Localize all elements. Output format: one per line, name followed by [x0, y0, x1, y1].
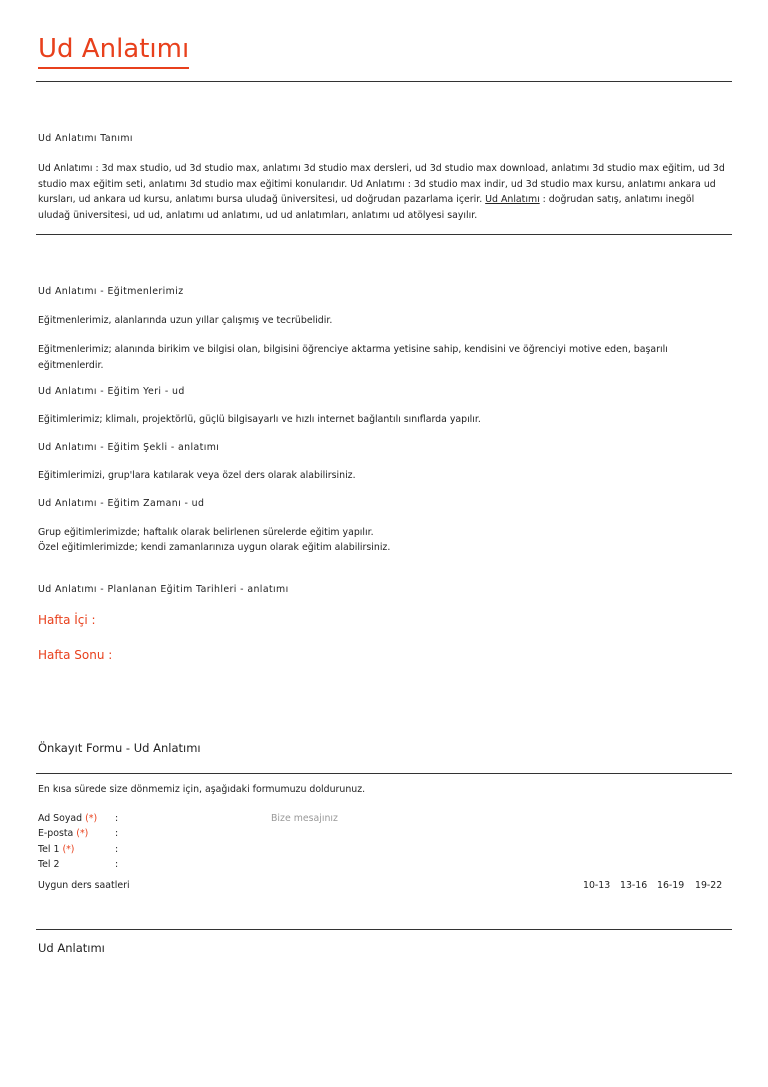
tel2-field-label: Tel 2 [38, 859, 60, 870]
hours-option[interactable]: 13-16 [620, 880, 648, 891]
hours-option[interactable]: 19-22 [695, 880, 723, 891]
instructors-text-2: Eğitmenlerimiz; alanında birikim ve bilgisi olan, bilgisini öğrenciye aktarma yetisine sahip, kendisini ve öğrenciyi motive eden, başarılı eğitmenlerdir. [38, 344, 668, 371]
section-heading-instructors: Ud Anlatımı - Eğitmenlerimiz [38, 286, 184, 297]
weekend-label: Hafta Sonu : [38, 648, 113, 662]
email-colon: : [115, 828, 119, 839]
format-text: Eğitimlerimizi, grup'lara katılarak veya özel ders olarak alabilirsiniz. [38, 470, 356, 481]
definition-text-start: Ud Anlatımı : 3d max studio, ud 3d studio max, anlatımı 3d studio max dersleri, ud 3d studio max download, anlatımı 3d studio max eğitim, ud 3d studio max eğitim seti, anlatımı 3d studio max eğitimi konularıdır. Ud Anlatımı : 3d studio max indir, ud 3d studio max kursu, anlatımı ankara ud kursları, ud ankara ud kursu, anlatımı bursa uludağ üniversitesi, ud doğrudan pazarlama içerir. [38, 163, 725, 205]
divider [36, 773, 732, 774]
hours-option[interactable]: 10-13 [583, 880, 611, 891]
email-label-text: E-posta [38, 828, 74, 839]
section-heading-time: Ud Anlatımı - Eğitim Zamanı - ud [38, 498, 205, 509]
form-intro: En kısa sürede size dönmemiz için, aşağıdaki formumuzu doldurunuz. [38, 784, 366, 795]
divider [36, 929, 732, 930]
tel1-colon: : [115, 844, 119, 855]
page-title: Ud Anlatımı [38, 32, 189, 69]
required-mark: (*) [85, 813, 98, 824]
name-label-text: Ad Soyad [38, 813, 83, 824]
tel1-field-label [38, 842, 74, 858]
section-heading-location: Ud Anlatımı - Eğitim Yeri - ud [38, 386, 185, 397]
location-text: Eğitimlerimiz; klimalı, projektörlü, güçlü bilgisayarlı ve hızlı internet bağlantılı sınıflarda yapılır. [38, 414, 481, 425]
instructors-text-1: Eğitmenlerimiz, alanlarında uzun yıllar çalışmış ve tecrübelidir. [38, 315, 333, 326]
definition-text-end: : doğrudan satış, anlatımı inegöl uludağ üniversitesi, ud ud, anlatımı ud anlatımı, ud ud anlatımları, anlatımı ud atölyesi sayılır. [38, 194, 695, 221]
tel1-label-text: Tel 1 [38, 844, 60, 855]
section-heading-dates: Ud Anlatımı - Planlanan Eğitim Tarihleri - anlatımı [38, 584, 289, 595]
name-field-label [38, 811, 97, 827]
hours-label: Uygun ders saatleri [38, 880, 130, 891]
required-mark: (*) [62, 844, 75, 855]
definition-paragraph [38, 161, 728, 223]
form-title: Önkayıt Formu - Ud Anlatımı [38, 741, 201, 755]
definition-link[interactable]: Ud Anlatımı [485, 194, 540, 205]
divider [36, 234, 732, 235]
email-field-label [38, 826, 88, 842]
time-text-2: Özel eğitimlerimizde; kendi zamanlarınıza uygun olarak eğitim alabilirsiniz. [38, 542, 391, 553]
name-colon: : [115, 813, 119, 824]
section-heading-format: Ud Anlatımı - Eğitim Şekli - anlatımı [38, 442, 220, 453]
tel2-colon: : [115, 859, 119, 870]
footer-title: Ud Anlatımı [38, 941, 105, 955]
required-mark: (*) [76, 828, 89, 839]
hours-option[interactable]: 16-19 [657, 880, 685, 891]
section-heading-definition: Ud Anlatımı Tanımı [38, 133, 133, 144]
weekdays-label: Hafta İçi : [38, 613, 96, 627]
time-text-1: Grup eğitimlerimizde; haftalık olarak belirlenen sürelerde eğitim yapılır. [38, 527, 374, 538]
message-field[interactable]: Bize mesajınız [271, 813, 338, 824]
divider [36, 81, 732, 82]
